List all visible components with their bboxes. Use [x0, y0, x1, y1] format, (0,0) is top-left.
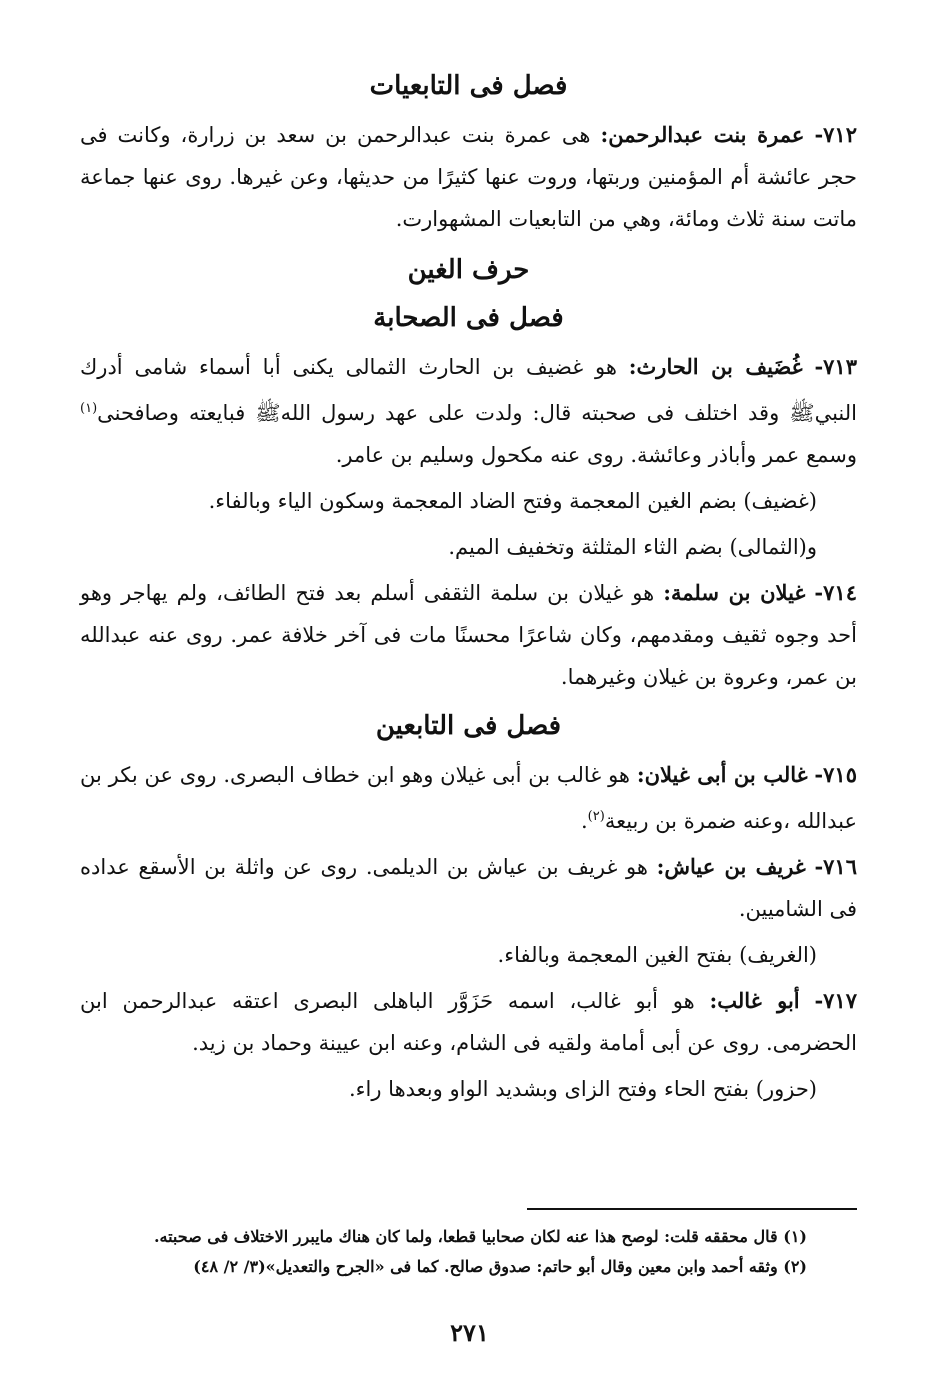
entry-713 — [80, 346, 857, 476]
entry-text-continued: . — [580, 809, 588, 833]
entry-717-note-1: (حزور) بفتح الحاء وفتح الزاى وبشديد الواو وبعدها راء. — [348, 1077, 817, 1101]
entry-name: أبو غالب: — [709, 988, 800, 1013]
entry-name: عمرة بنت عبدالرحمن: — [600, 122, 805, 147]
entry-text: هو غالب بن أبى غيلان وهو ابن خطاف البصرى. روى عن بكر بن عبدالله ،وعنه ضمرة بن ربيعة — [80, 763, 857, 833]
entry-number: ٧١٥- — [814, 762, 857, 787]
entry-number: ٧١٧- — [814, 988, 857, 1013]
entry-name: غيلان بن سلمة: — [663, 580, 806, 605]
letter-title-ghayn: حرف الغين — [407, 255, 530, 285]
entry-text: هو غريف بن عياش بن الديلمى. روى عن واثلة بن الأسقع عداده فى الشاميين. — [80, 855, 857, 921]
entry-716 — [80, 846, 857, 930]
entry-text: هو غيلان بن سلمة الثقفى أسلم بعد فتح الطائف، ولم يهاجر وهو أحد وجوه ثقيف ومقدمهم، وكان شاعرًا محسنًا مات فى آخر خلافة عمر. روى عنه عبدالله بن عمر، وعروة بن غيلان وغيرهما. — [80, 581, 857, 689]
entry-text: هو غضيف بن الحارث الثمالى يكنى أبا أسماء شامى أدرك النبيﷺ وقد اختلف فى صحبته قال: ولدت على عهد رسول اللهﷺ فبايعته وصافحنى — [80, 355, 857, 425]
section-title-tabiin: فصل فى التابعين — [375, 711, 562, 741]
entry-text: هو أبو غالب، اسمه حَزَوَّر الباهلى البصرى اعتقه عبدالرحمن ابن الحضرمى. روى عن أبى أمامة ولقيه فى الشام، وعنه ابن عيينة وحماد بن زيد. — [80, 989, 857, 1055]
entry-number: ٧١٤- — [814, 580, 857, 605]
entry-text-continued: وسمع عمر وأباذر وعائشة. روى عنه مكحول وسليم بن عامر. — [335, 443, 857, 467]
entry-712 — [80, 114, 857, 240]
entry-text: هى عمرة بنت عبدالرحمن بن سعد بن زرارة، وكانت فى حجر عائشة أم المؤمنين وربتها، وروت عنها كثيرًا من حديثها، وعن غيرها. روى عنها جماعة ماتت سنة ثلاث ومائة، وهي من التابعيات المشهوارت. — [80, 123, 857, 231]
entry-name: غُضَيف بن الحارث: — [628, 354, 803, 379]
entry-716-note-1: (الغريف) بفتح الغين المعجمة وبالفاء. — [497, 943, 817, 967]
entry-714 — [80, 572, 857, 698]
book-page — [80, 62, 857, 1110]
entry-number: ٧١٦- — [814, 854, 857, 879]
entry-name: غريف بن عياش: — [656, 854, 806, 879]
footnote-2: (٢) وثقه أحمد وابن معين وقال أبو حاتم: صدوق صالح. كما فى «الجرح والتعديل»(٣/ ٢/ ٤٨) — [193, 1257, 807, 1276]
footnote-1: (١) قال محققه قلت: لوصح هذا عنه لكان صحابيا قطعا، ولما كان هناك مايبرر الاختلاف فى صحبته. — [153, 1227, 807, 1246]
section-title-tabiiyat: فصل فى التابعيات — [369, 71, 568, 101]
entry-715 — [80, 754, 857, 842]
footnote-ref-1[interactable]: (١) — [80, 401, 98, 416]
entry-number: ٧١٣- — [814, 354, 857, 379]
entry-number: ٧١٢- — [814, 122, 857, 147]
footnotes — [80, 1222, 857, 1282]
entry-name: غالب بن أبى غيلان: — [636, 762, 808, 787]
entry-713-note-2: و(الثمالى) بضم الثاء المثلثة وتخفيف الميم. — [448, 535, 817, 559]
section-title-sahaba: فصل فى الصحابة — [373, 303, 564, 333]
entry-713-note-1: (غضيف) بضم الغين المعجمة وفتح الضاد المعجمة وسكون الياء وبالفاء. — [208, 489, 817, 513]
page-number: ٢٧١ — [450, 1318, 489, 1347]
footnote-divider — [527, 1208, 857, 1210]
entry-717 — [80, 980, 857, 1064]
footnote-ref-2[interactable]: (٢) — [587, 809, 605, 824]
